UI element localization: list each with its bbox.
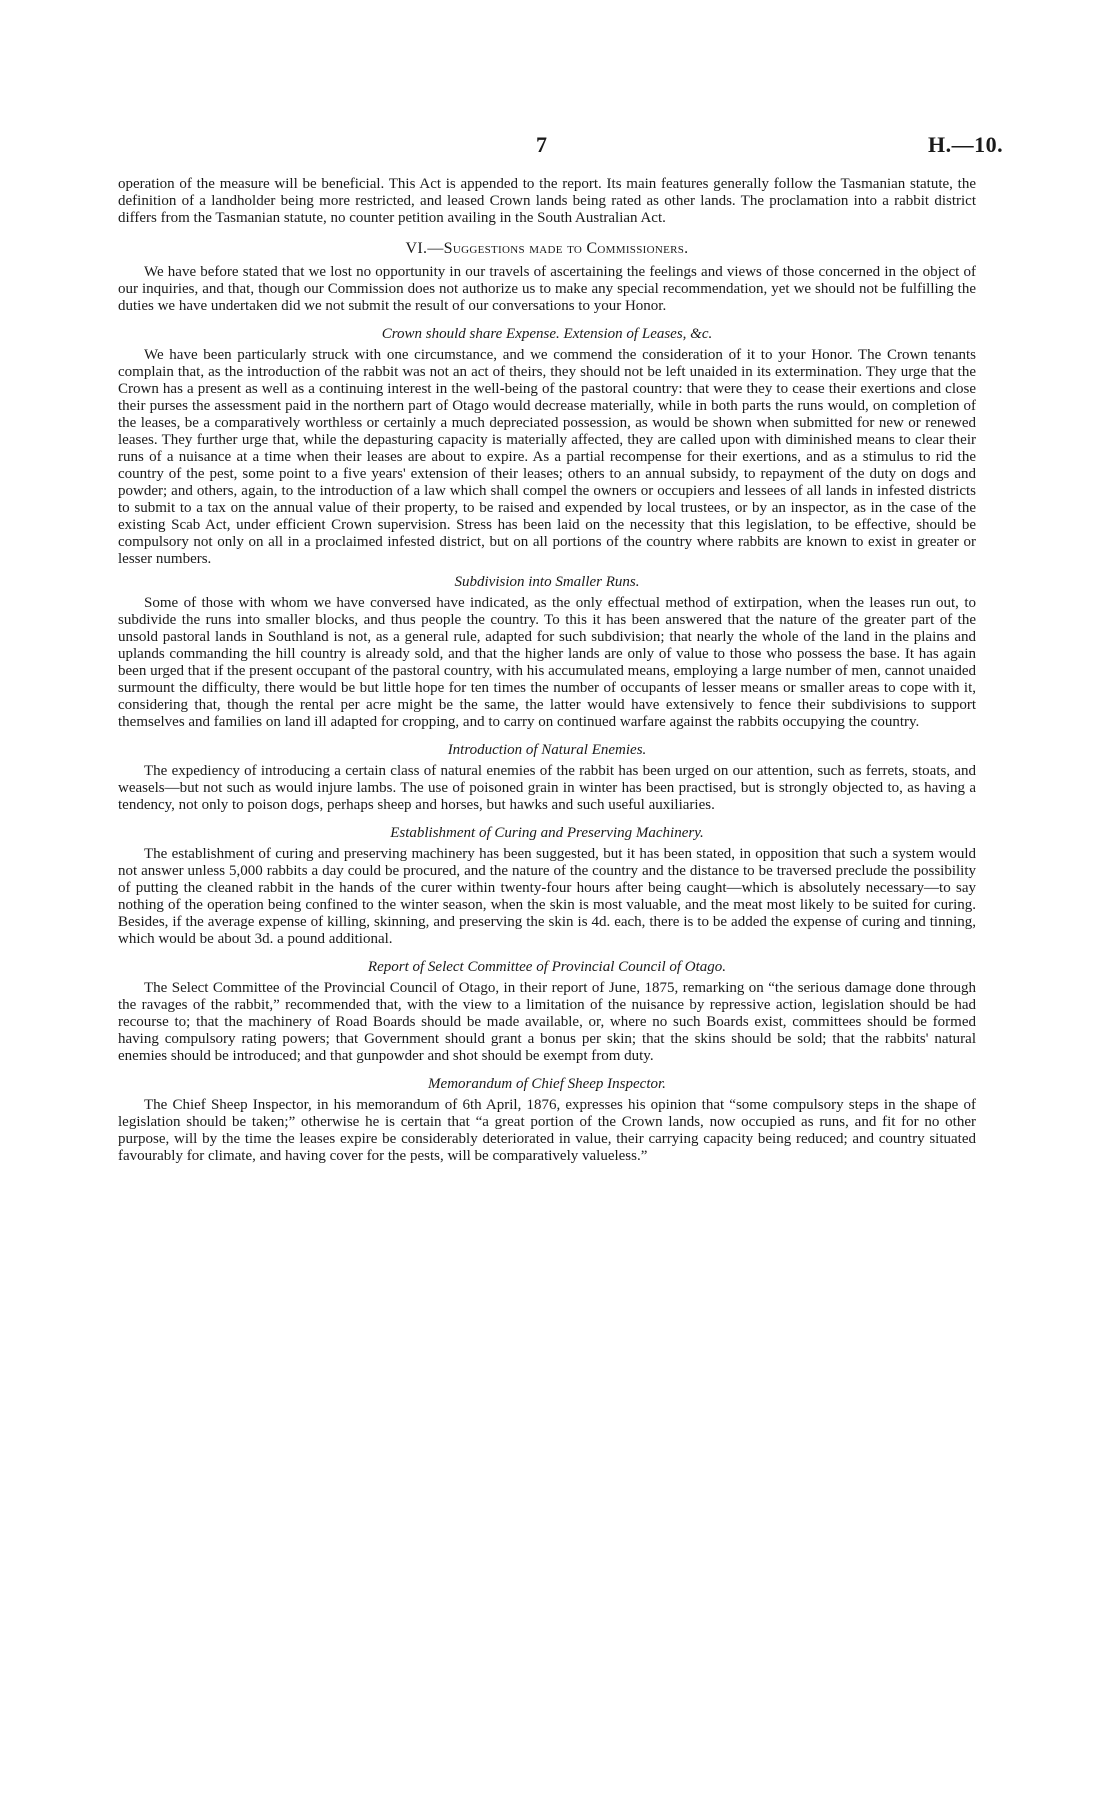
sheep-inspector-paragraph: The Chief Sheep Inspector, in his memorandum of 6th April, 1876, expresses his opinion that “some compulsory steps in the shape of legislation should be taken;” otherwise he is certain that “a great portion of the Crown lands, now occupied as runs, and fit for no other purpose, will by the time the leases expire be considerably deteriorated in value, their carrying capacity being reduced; and country situated favourably for climate, and having cover for the pests, will be comparatively valueless.” [118,1097,976,1164]
curing-machinery-paragraph: The establishment of curing and preserving machinery has been suggested, but it has been stated, in opposition that such a system would not answer unless 5,000 rabbits a day could be procured, and the nature of the country and the distance to be traversed preclude the possibility of putting the cleaned rabbit in the hands of the curer within twenty-four hours after being caught—which is absolutely necessary—to say nothing of the operation being confined to the winter season, when the skin is most valuable, and the meat most likely to be suited for curing. Besides, if the average expense of killing, skinning, and preserving the skin is 4d. each, there is to be added the expense of curing and tinning, which would be about 3d. a pound additional. [118,846,976,947]
page-number: 7 [536,132,547,157]
page-body [118,176,976,1165]
suggestions-paragraph: We have before stated that we lost no opportunity in our travels of ascertaining the feelings and views of those concerned in the object of our inquiries, and that, though our Commission does not authorize us to make any special recommendation, yet we should not be fulfilling the duties we have undertaken did we not submit the result of our conversations to your Honor. [118,264,976,314]
select-committee-paragraph: The Select Committee of the Provincial Council of Otago, in their report of June, 1875, remarking on “the serious damage done through the ravages of the rabbit,” recommended that, with the view to a limitation of the nuisance by repressive action, legislation should be had recourse to; that the machinery of Road Boards should be made available, or, where no such Boards exist, committees should be formed having compulsory rating powers; that Government should grant a bonus per skin; that the skins should be sold; that the rabbits' natural enemies should be introduced; and that gunpowder and shot should be exempt from duty. [118,980,976,1064]
natural-enemies-heading: Introduction of Natural Enemies. [447,742,647,758]
section-title: Suggestions made to Commissioners. [443,240,689,257]
section-heading [118,240,976,258]
crown-expense-heading: Crown should share Expense. Extension of Leases, &c. [381,326,713,342]
subdivision-heading: Subdivision into Smaller Runs. [454,574,640,590]
select-committee-heading: Report of Select Committee of Provincial Council of Otago. [367,959,727,975]
sheep-inspector-heading: Memorandum of Chief Sheep Inspector. [428,1076,666,1092]
intro-paragraph: operation of the measure will be beneficial. This Act is appended to the report. Its main features generally follow the Tasmanian statute, the definition of a landholder being more restricted, and leased Crown lands being rated as other lands. The proclamation into a rabbit district differs from the Tasmanian statute, no counter petition availing in the South Australian Act. [118,176,976,226]
page-header [0,132,1114,162]
curing-machinery-heading: Establishment of Curing and Preserving Machinery. [390,825,704,841]
crown-expense-paragraph: We have been particularly struck with one circumstance, and we commend the consideration of it to your Honor. The Crown tenants complain that, as the introduction of the rabbit was not an act of theirs, they should not be left unaided in its extermination. They urge that the Crown has a present as well as a continuing interest in the well-being of the pastoral country: that were they to cease their exertions and close their purses the assessment paid in the northern part of Otago would decrease materially, while in both parts the runs would, on completion of the leases, be a comparatively worthless or certainly a much depreciated possession, as would be shown when submitted for new or renewed leases. They further urge that, while the depasturing capacity is materially affected, they are called upon with diminished means to clear their runs of a nuisance at a time when their leases are about to expire. As a partial recompense for their exertions, and as a stimulus to rid the country of the pest, some point to a five years' extension of their leases; others to an annual subsidy, to repayment of the duty on dogs and powder; and others, again, to the introduction of a law which shall compel the owners or occupiers and lessees of all lands in infested districts to submit to a tax on the annual value of their property, to be raised and expended by local trustees, or by an inspector, as in the case of the existing Scab Act, under efficient Crown supervision. Stress has been laid on the necessity that this legislation, to be effective, should be compulsory not only on all in a proclaimed infested district, but on all portions of the country where rabbits are known to exist in greater or lesser numbers. [118,347,976,567]
report-code: H.—10. [928,132,1004,157]
section-number: VI.— [405,240,444,257]
natural-enemies-paragraph: The expediency of introducing a certain class of natural enemies of the rabbit has been urged on our attention, such as ferrets, stoats, and weasels—but not such as would injure lambs. The use of poisoned grain in winter has been practised, but is strongly objected to, as having a tendency, not only to poison dogs, perhaps sheep and horses, but hawks and such useful auxiliaries. [118,763,976,813]
subdivision-paragraph: Some of those with whom we have conversed have indicated, as the only effectual method of extirpation, when the leases run out, to subdivide the runs into smaller blocks, and thus people the country. To this it has been answered that the nature of the greater part of the unsold pastoral lands in Southland is not, as a general rule, adapted for such subdivision; that nearly the whole of the land in the plains and uplands commanding the hill country is already sold, and that the higher lands are only of value to those who possess the base. It has again been urged that if the present occupant of the pastoral country, with his accumulated means, employing a large number of men, cannot unaided surmount the difficulty, there would be but little hope for ten times the number of occupants of lesser means or smaller areas to cope with it, considering that, though the rental per acre might be the same, the latter would have extensively to fence their subdivisions to support themselves and families on land ill adapted for cropping, and to carry on continued warfare against the rabbits occupying the country. [118,595,976,730]
